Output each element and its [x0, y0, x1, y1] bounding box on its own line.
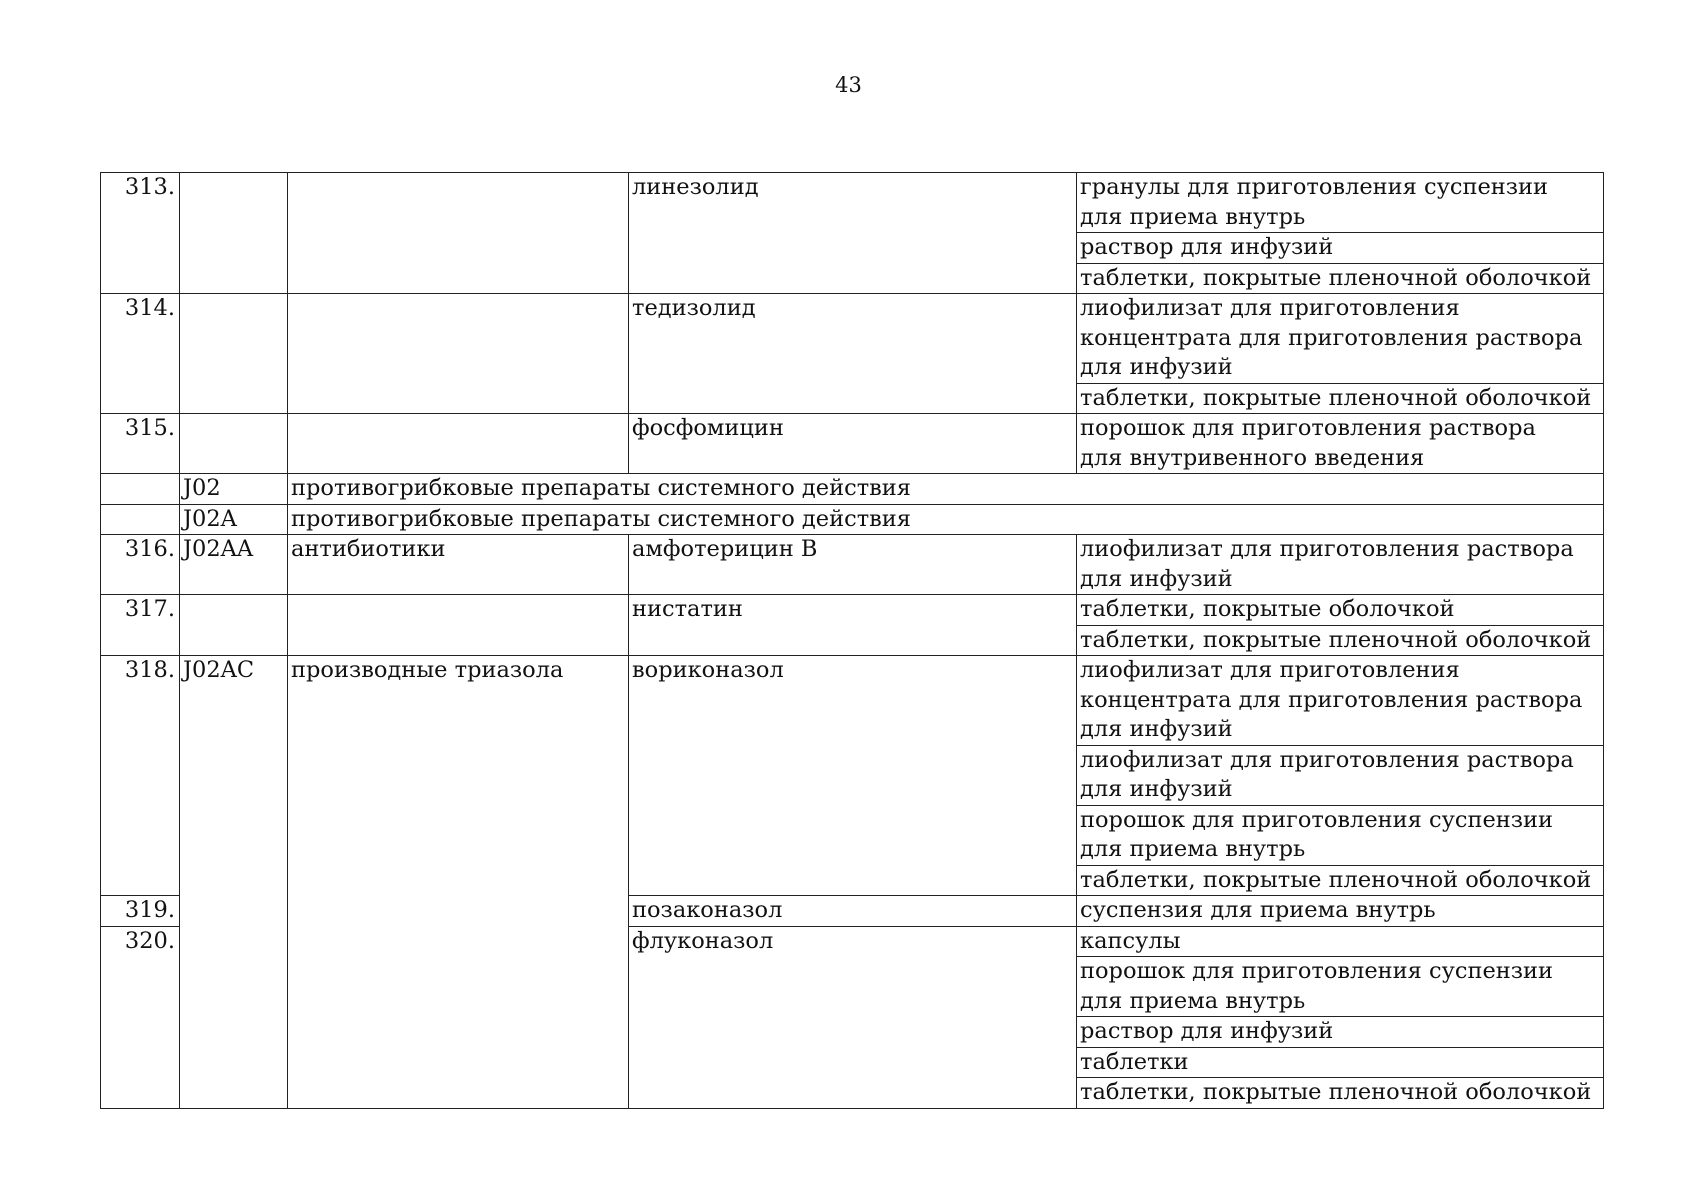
- drug-group: производные триазола: [288, 656, 629, 1109]
- drug-group: антибиотики: [288, 535, 629, 595]
- drug-table: [100, 172, 1604, 1109]
- dosage-form-line: раствор для инфузий: [1080, 234, 1334, 260]
- dosage-form-line: для приема внутрь: [1080, 836, 1306, 862]
- table-row: [101, 656, 1604, 746]
- drug-name: тедизолид: [629, 294, 1077, 414]
- dosage-form: [1077, 625, 1604, 656]
- drug-group: [288, 414, 629, 474]
- dosage-form-line: лиофилизат для приготовления: [1080, 657, 1460, 683]
- dosage-form-line: таблетки, покрытые пленочной оболочкой: [1080, 1079, 1592, 1105]
- row-number: [101, 474, 180, 505]
- dosage-form-line: таблетки, покрытые пленочной оболочкой: [1080, 626, 1592, 653]
- row-number: 319.: [101, 896, 180, 927]
- row-number: [101, 504, 180, 535]
- dosage-form-line: гранулы для приготовления суспензии: [1080, 174, 1549, 200]
- dosage-form-line: для приема внутрь: [1080, 203, 1306, 230]
- dosage-form-line: таблетки, покрытые оболочкой: [1080, 596, 1455, 622]
- dosage-form: [1077, 1047, 1604, 1078]
- drug-name: линезолид: [629, 173, 1077, 294]
- dosage-form-line: порошок для приготовления раствора: [1080, 415, 1536, 441]
- page-number: 43: [835, 73, 862, 97]
- dosage-form-line: концентрата для приготовления раствора: [1080, 324, 1583, 351]
- dosage-form: [1077, 383, 1604, 414]
- row-number: 316.: [101, 535, 180, 595]
- dosage-form-line: суспензия для приема внутрь: [1080, 897, 1436, 923]
- dosage-form-line: для внутривенного введения: [1080, 444, 1425, 471]
- dosage-form-line: порошок для приготовления суспензии: [1080, 958, 1554, 984]
- dosage-form-line: раствор для инфузий: [1080, 1018, 1334, 1044]
- dosage-form: [1077, 1078, 1604, 1109]
- dosage-form-line: капсулы: [1080, 927, 1181, 954]
- drug-group: [288, 173, 629, 294]
- drug-name: флуконазол: [629, 926, 1077, 1108]
- drug-group: [288, 294, 629, 414]
- dosage-form-line: для инфузий: [1080, 776, 1233, 802]
- row-number: 315.: [101, 414, 180, 474]
- dosage-form: [1077, 414, 1604, 474]
- dosage-form-line: таблетки, покрытые пленочной оболочкой: [1080, 866, 1592, 893]
- atc-code: [180, 414, 288, 474]
- table-row: [101, 535, 1604, 595]
- drug-name: фосфомицин: [629, 414, 1077, 474]
- drug-name: амфотерицин B: [629, 535, 1077, 595]
- drug-name: нистатин: [629, 595, 1077, 656]
- atc-code: [180, 173, 288, 294]
- dosage-form: [1077, 535, 1604, 595]
- dosage-form-line: для инфузий: [1080, 354, 1233, 380]
- dosage-form-line: для инфузий: [1080, 565, 1233, 592]
- dosage-form: [1077, 294, 1604, 384]
- table-row: [101, 504, 1604, 535]
- dosage-form: [1077, 1017, 1604, 1048]
- row-number: 317.: [101, 595, 180, 656]
- dosage-form-line: лиофилизат для приготовления: [1080, 295, 1460, 321]
- atc-code: J02AA: [180, 535, 288, 595]
- dosage-form: [1077, 926, 1604, 957]
- row-number: 320.: [101, 926, 180, 1108]
- dosage-form-line: порошок для приготовления суспензии: [1080, 806, 1554, 833]
- dosage-form-line: таблетки, покрытые пленочной оболочкой: [1080, 264, 1592, 291]
- drug-group: [288, 595, 629, 656]
- dosage-form: [1077, 957, 1604, 1017]
- dosage-form-line: лиофилизат для приготовления раствора: [1080, 746, 1574, 773]
- table-row: [101, 595, 1604, 626]
- dosage-form-line: концентрата для приготовления раствора: [1080, 686, 1583, 713]
- drug-name: вориконазол: [629, 656, 1077, 896]
- dosage-form-line: таблетки, покрытые пленочной оболочкой: [1080, 384, 1592, 411]
- dosage-form: [1077, 865, 1604, 896]
- atc-code: J02: [180, 474, 288, 505]
- drug-group: противогрибковые препараты системного действия: [288, 474, 1604, 505]
- row-number: 318.: [101, 656, 180, 896]
- dosage-form-line: таблетки: [1080, 1048, 1189, 1075]
- dosage-form: [1077, 263, 1604, 294]
- dosage-form: [1077, 656, 1604, 746]
- dosage-form: [1077, 233, 1604, 264]
- dosage-form: [1077, 896, 1604, 927]
- dosage-form: [1077, 595, 1604, 626]
- drug-name: позаконазол: [629, 896, 1077, 927]
- dosage-form-line: для приема внутрь: [1080, 987, 1306, 1014]
- drug-group: противогрибковые препараты системного действия: [288, 504, 1604, 535]
- atc-code: J02A: [180, 504, 288, 535]
- table-row: [101, 474, 1604, 505]
- table-row: [101, 294, 1604, 384]
- row-number: 313.: [101, 173, 180, 294]
- row-number: 314.: [101, 294, 180, 414]
- table-row: [101, 414, 1604, 474]
- dosage-form: [1077, 745, 1604, 805]
- dosage-form: [1077, 173, 1604, 233]
- dosage-form-line: лиофилизат для приготовления раствора: [1080, 536, 1574, 562]
- dosage-form-line: для инфузий: [1080, 716, 1233, 742]
- table-row: [101, 173, 1604, 233]
- atc-code: [180, 294, 288, 414]
- atc-code: [180, 595, 288, 656]
- dosage-form: [1077, 805, 1604, 865]
- atc-code: J02AC: [180, 656, 288, 1109]
